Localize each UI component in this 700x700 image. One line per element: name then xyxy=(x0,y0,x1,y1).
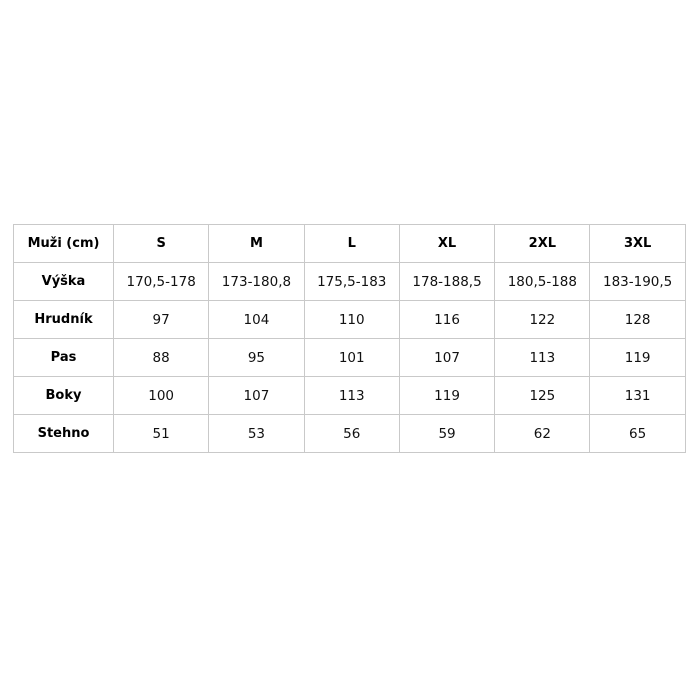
cell-chest-m: 104 xyxy=(209,301,304,339)
cell-height-xl: 178-188,5 xyxy=(399,263,494,301)
cell-height-l: 175,5-183 xyxy=(304,263,399,301)
table-header-men-cm: Muži (cm) xyxy=(14,225,114,263)
table-row-waist xyxy=(14,339,686,377)
table-row-hips xyxy=(14,377,686,415)
mens-size-table xyxy=(13,224,686,453)
cell-thigh-s: 51 xyxy=(114,415,209,453)
cell-thigh-2xl: 62 xyxy=(495,415,590,453)
cell-thigh-m: 53 xyxy=(209,415,304,453)
table-row-height xyxy=(14,263,686,301)
row-label-height: Výška xyxy=(14,263,114,301)
cell-thigh-xl: 59 xyxy=(399,415,494,453)
cell-waist-l: 101 xyxy=(304,339,399,377)
cell-waist-s: 88 xyxy=(114,339,209,377)
table-header-row xyxy=(14,225,686,263)
cell-height-2xl: 180,5-188 xyxy=(495,263,590,301)
cell-hips-xl: 119 xyxy=(399,377,494,415)
row-label-waist: Pas xyxy=(14,339,114,377)
cell-hips-l: 113 xyxy=(304,377,399,415)
cell-thigh-l: 56 xyxy=(304,415,399,453)
cell-hips-2xl: 125 xyxy=(495,377,590,415)
row-label-chest: Hrudník xyxy=(14,301,114,339)
cell-thigh-3xl: 65 xyxy=(590,415,685,453)
table-header-size-3xl: 3XL xyxy=(590,225,685,263)
cell-chest-2xl: 122 xyxy=(495,301,590,339)
cell-waist-xl: 107 xyxy=(399,339,494,377)
cell-height-m: 173-180,8 xyxy=(209,263,304,301)
cell-height-3xl: 183-190,5 xyxy=(590,263,685,301)
cell-height-s: 170,5-178 xyxy=(114,263,209,301)
cell-chest-l: 110 xyxy=(304,301,399,339)
cell-hips-3xl: 131 xyxy=(590,377,685,415)
table-header-size-s: S xyxy=(114,225,209,263)
cell-chest-xl: 116 xyxy=(399,301,494,339)
cell-chest-s: 97 xyxy=(114,301,209,339)
table-header-size-m: M xyxy=(209,225,304,263)
row-label-thigh: Stehno xyxy=(14,415,114,453)
row-label-hips: Boky xyxy=(14,377,114,415)
cell-waist-3xl: 119 xyxy=(590,339,685,377)
table-header-size-2xl: 2XL xyxy=(495,225,590,263)
table-row-thigh xyxy=(14,415,686,453)
cell-waist-2xl: 113 xyxy=(495,339,590,377)
table-row-chest xyxy=(14,301,686,339)
cell-hips-s: 100 xyxy=(114,377,209,415)
table-header-size-l: L xyxy=(304,225,399,263)
table-header-size-xl: XL xyxy=(399,225,494,263)
cell-hips-m: 107 xyxy=(209,377,304,415)
cell-waist-m: 95 xyxy=(209,339,304,377)
cell-chest-3xl: 128 xyxy=(590,301,685,339)
